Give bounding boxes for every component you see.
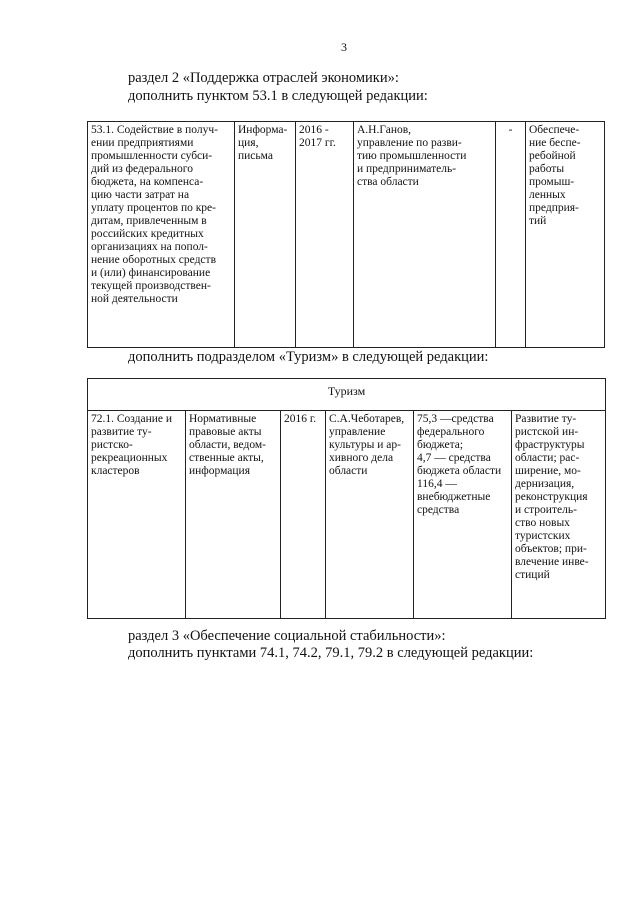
cell-text-line: фраструктуры: [515, 439, 585, 451]
cell-text-line: рекреационных: [91, 452, 168, 464]
cell-text-line: промыш-: [529, 176, 575, 188]
cell-funding: -: [496, 122, 526, 348]
cell-text-line: ширение, мо-: [515, 465, 581, 477]
cell-text-line: 116,4 —: [417, 478, 457, 490]
cell-text-line: 75,3 —средства: [417, 413, 494, 425]
cell-text-line: 4,7 — средства: [417, 452, 491, 464]
add-item-53-1-text: дополнить пунктом 53.1 в следующей редакции:: [128, 88, 428, 104]
cell-text-line: текущей производствен-: [91, 280, 211, 292]
cell-text-line: информация: [189, 465, 250, 477]
cell-text-line: туристских: [515, 530, 571, 542]
cell-text-line: 53.1. Содействие в получ-: [91, 124, 218, 136]
cell-text-line: ства области: [357, 176, 419, 188]
cell-text-line: области: [329, 465, 368, 477]
page-number: 3: [341, 40, 347, 54]
cell-text-line: и строитель-: [515, 504, 577, 516]
table-row: [88, 122, 605, 348]
cell-text-line: ленных: [529, 189, 566, 201]
table-header-row: [88, 379, 606, 411]
cell-text-line: области; рас-: [515, 452, 580, 464]
cell-responsible: [354, 122, 496, 348]
section-3-heading: раздел 3 «Обеспечение социальной стабильности»:: [128, 628, 446, 644]
cell-text-line: средства: [417, 504, 460, 516]
cell-result: [526, 122, 605, 348]
cell-text-line: и предприниматель-: [357, 163, 457, 175]
cell-text-line: реконструкция: [515, 491, 588, 503]
cell-text-line: культуры и ар-: [329, 439, 401, 451]
cell-text-line: ние беспе-: [529, 137, 581, 149]
cell-text-line: области, ведом-: [189, 439, 266, 451]
cell-text-line: организациях на попол-: [91, 241, 208, 253]
cell-text-line: бюджета области: [417, 465, 502, 477]
cell-text-line: хивного дела: [329, 452, 394, 464]
cell-text-line: 72.1. Создание и: [91, 413, 173, 425]
cell-text-line: письма: [238, 150, 273, 162]
cell-text-line: промышленности субси-: [91, 150, 213, 162]
cell-text-line: ственные акты,: [189, 452, 264, 464]
cell-text-line: дий из федерального: [91, 163, 193, 175]
cell-text-line: внебюджетные: [417, 491, 491, 503]
cell-text-line: ребойной: [529, 150, 576, 162]
cell-text-line: правовые акты: [189, 426, 262, 438]
cell-text-line: ной деятельности: [91, 293, 178, 305]
cell-text-line: уплату процентов по кре-: [91, 202, 216, 214]
cell-measure: [88, 122, 235, 348]
cell-text-line: Обеспече-: [529, 124, 580, 136]
table-item-53-1: [87, 121, 605, 348]
cell-text-line: и (или) финансирование: [91, 267, 211, 279]
cell-text-line: объектов; при-: [515, 543, 587, 555]
tourism-header: Туризм: [88, 379, 606, 411]
cell-text-line: российских кредитных: [91, 228, 204, 240]
cell-form: [186, 411, 281, 619]
cell-text-line: бюджета, на компенса-: [91, 176, 204, 188]
cell-term: [281, 411, 326, 619]
cell-text-line: Развитие ту-: [515, 413, 577, 425]
cell-text-line: ристско-: [91, 439, 133, 451]
cell-text-line: Информа-: [238, 124, 288, 136]
cell-text-line: ении предприятиями: [91, 137, 194, 149]
cell-text-line: стиций: [515, 569, 550, 581]
cell-text-line: предприя-: [529, 202, 579, 214]
cell-text-line: дернизация,: [515, 478, 575, 490]
table-row: [88, 411, 606, 619]
cell-text-line: 2016 -: [299, 124, 329, 136]
cell-text-line: нение оборотных средств: [91, 254, 216, 266]
cell-text-line: ристской ин-: [515, 426, 579, 438]
cell-result: [512, 411, 606, 619]
cell-text-line: работы: [529, 163, 565, 175]
cell-text-line: тию промышленности: [357, 150, 467, 162]
cell-text-line: кластеров: [91, 465, 140, 477]
cell-measure: [88, 411, 186, 619]
cell-text-line: развитие ту-: [91, 426, 152, 438]
cell-text-line: управление: [329, 426, 386, 438]
cell-text-line: тий: [529, 215, 547, 227]
cell-text-line: А.Н.Ганов,: [357, 124, 412, 136]
section-2-heading: раздел 2 «Поддержка отраслей экономики»:: [128, 70, 399, 86]
cell-text-line: федерального: [417, 426, 485, 438]
table-tourism: [87, 378, 606, 619]
cell-responsible: [326, 411, 414, 619]
cell-funding: [414, 411, 512, 619]
cell-text-line: бюджета;: [417, 439, 464, 451]
cell-term: [296, 122, 354, 348]
cell-form: [235, 122, 296, 348]
cell-text-line: цию части затрат на: [91, 189, 190, 201]
cell-text-line: управление по разви-: [357, 137, 462, 149]
add-items-text: дополнить пунктами 74.1, 74.2, 79.1, 79.2 в следующей редакции:: [128, 645, 534, 661]
cell-text-line: 2017 гг.: [299, 137, 336, 149]
cell-text-line: ция,: [238, 137, 259, 149]
cell-text-line: дитам, привлеченным в: [91, 215, 207, 227]
cell-text-line: ство новых: [515, 517, 570, 529]
cell-text-line: 2016 г.: [284, 413, 317, 425]
cell-text-line: С.А.Чеботарев,: [329, 413, 405, 425]
cell-text-line: влечение инве-: [515, 556, 589, 568]
cell-text-line: Нормативные: [189, 413, 257, 425]
add-tourism-subsection-text: дополнить подразделом «Туризм» в следующей редакции:: [128, 349, 489, 365]
